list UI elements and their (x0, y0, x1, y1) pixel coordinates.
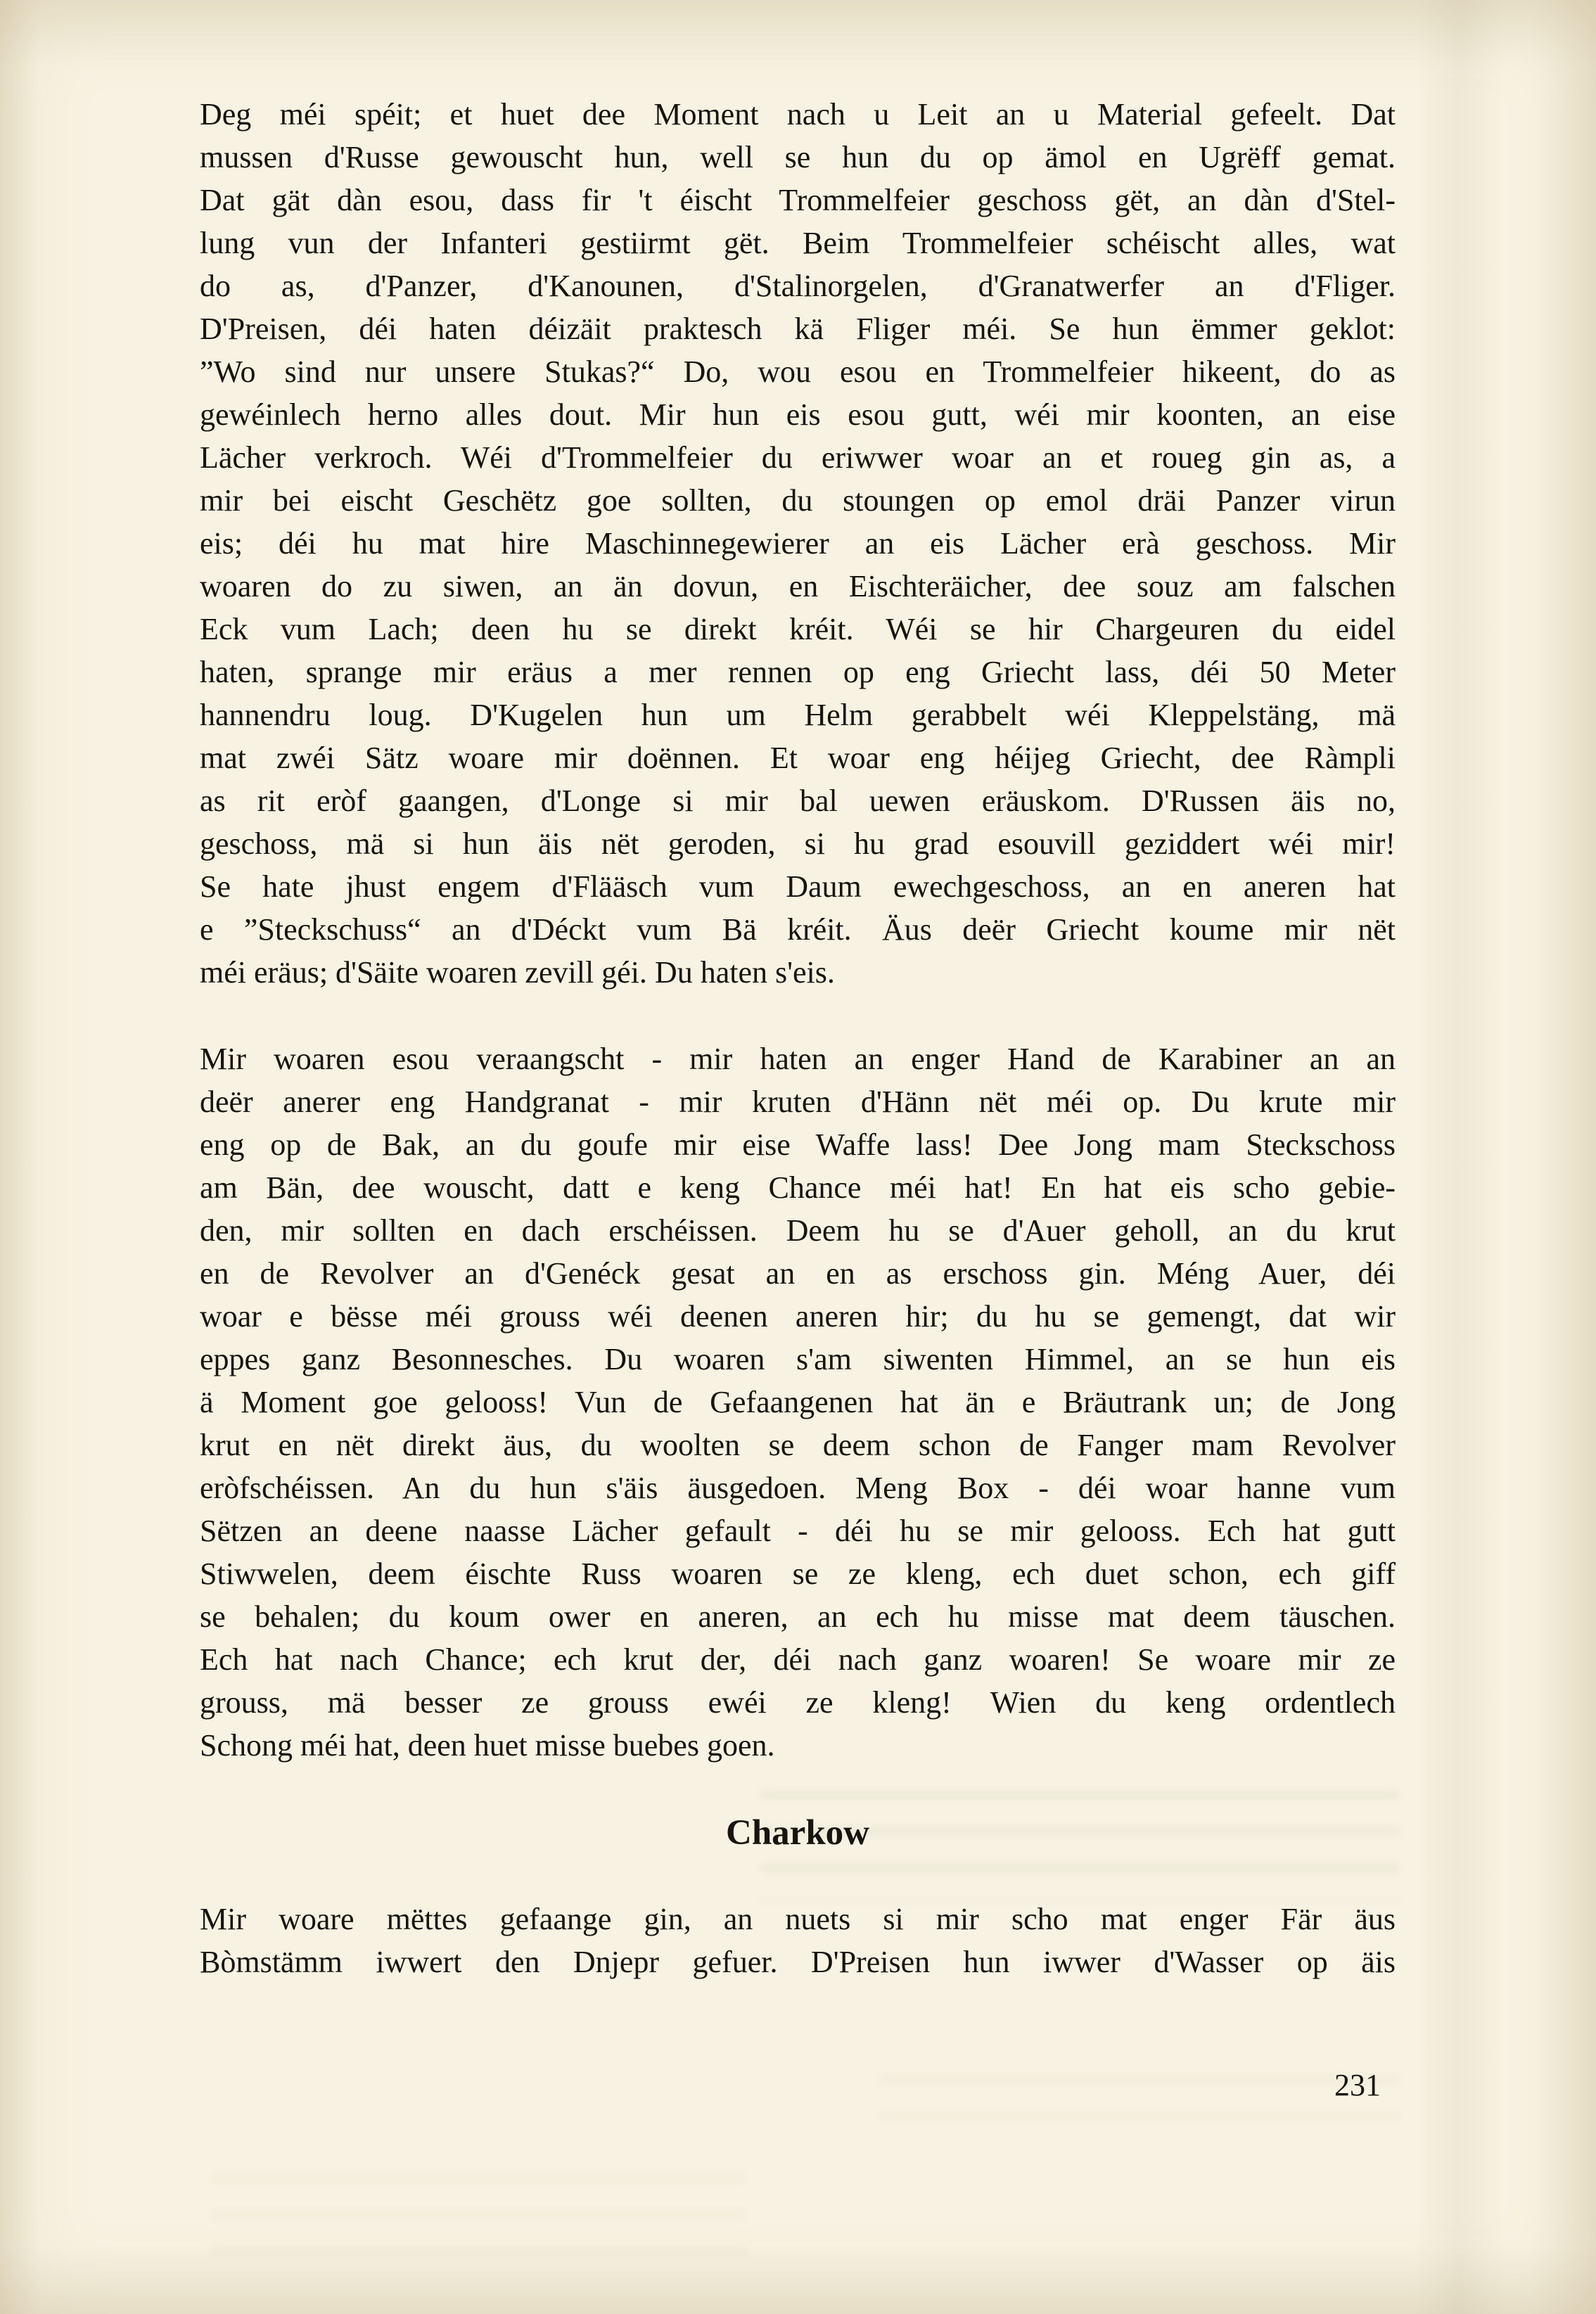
text-line: Schong méi hat, deen huet misse buebes goen. (200, 1728, 775, 1763)
text-line: krut en nët direkt äus, du woolten se deem schon de Fanger mam Revolver (200, 1428, 1396, 1462)
text-line: hannendru loug. D'Kugelen hun um Helm gerabbelt wéi Kleppelstäng, mä (200, 698, 1396, 732)
text-line: do as, d'Panzer, d'Kanounen, d'Stalinorgelen, d'Granatwerfer an d'Fliger. (200, 269, 1396, 303)
text-line: woar e bësse méi grouss wéi deenen aneren hir; du hu se gemengt, dat wir (200, 1299, 1396, 1334)
page-fold-shading (1414, 0, 1505, 2314)
text-line: Eck vum Lach; deen hu se direkt kréit. Wéi se hir Chargeuren du eidel (200, 612, 1396, 646)
text-line: en de Revolver an d'Genéck gesat an en as erschoss gin. Méng Auer, déi (200, 1256, 1396, 1291)
text-line: den, mir sollten en dach erschéissen. Deem hu se d'Auer geholl, an du krut (200, 1213, 1396, 1248)
text-line: haten, sprange mir eräus a mer rennen op eng Griecht lass, déi 50 Meter (200, 655, 1396, 689)
text-line: geschoss, mä si hun äis nët geroden, si hu grad esouvill geziddert wéi mir! (200, 826, 1396, 861)
text-line: eppes ganz Besonnesches. Du woaren s'am siwenten Himmel, an se hun eis (200, 1342, 1396, 1376)
text-line: lung vun der Infanteri gestiirmt gët. Beim Trommelfeier schéischt alles, wat (200, 226, 1396, 260)
text-line: Stiwwelen, deem éischte Russ woaren se ze kleng, ech duet schon, ech giff (200, 1556, 1396, 1591)
text-line: se behalen; du koum ower en aneren, an ech hu misse mat deem täuschen. (200, 1599, 1396, 1634)
page-number: 231 (1334, 2068, 1381, 2102)
text-line: méi eräus; d'Säite woaren zevill géi. Du haten s'eis. (200, 955, 835, 990)
bleed-through-artifact (879, 2075, 1400, 2124)
text-line: Sëtzen an deene naasse Lächer gefault - déi hu se mir gelooss. Ech hat gutt (200, 1514, 1396, 1548)
text-block (200, 93, 1396, 2027)
text-line: deër anerer eng Handgranat - mir kruten d'Hänn nët méi op. Du krute mir (200, 1085, 1396, 1119)
text-line: eròfschéissen. An du hun s'äis äusgedoen. Meng Box - déi woar hanne vum (200, 1471, 1396, 1505)
text-line: mat zwéi Sätz woare mir doënnen. Et woar eng héijeg Griecht, dee Ràmpli (200, 741, 1396, 775)
text-line: D'Preisen, déi haten déizäit praktesch kä Fliger méi. Se hun ëmmer geklot: (200, 312, 1396, 346)
text-line: mussen d'Russe gewouscht hun, well se hun du op ämol en Ugrëff gemat. (200, 140, 1396, 174)
text-line: Mir woaren esou veraangscht - mir haten an enger Hand de Karabiner an an (200, 1042, 1396, 1076)
text-line: Ech hat nach Chance; ech krut der, déi nach ganz woaren! Se woare mir ze (200, 1642, 1396, 1677)
text-line: gewéinlech herno alles dout. Mir hun eis esou gutt, wéi mir koonten, an eise (200, 397, 1396, 432)
text-line: ä Moment goe gelooss! Vun de Gefaangenen hat än e Bräutrank un; de Jong (200, 1385, 1396, 1419)
text-line: as rit eròf gaangen, d'Longe si mir bal uewen eräuskom. D'Russen äis no, (200, 784, 1396, 818)
paragraph-3 (200, 1898, 1396, 1983)
text-line: eis; déi hu mat hire Maschinnegewierer an eis Lächer erà geschoss. Mir (200, 526, 1396, 561)
text-line: woaren do zu siwen, an än dovun, en Eischteräicher, dee souz am falschen (200, 569, 1396, 603)
text-line: eng op de Bak, an du goufe mir eise Waffe lass! Dee Jong mam Steckschoss (200, 1127, 1396, 1162)
text-line: Mir woare mëttes gefaange gin, an nuets si mir scho mat enger Fär äus (200, 1902, 1396, 1936)
text-line: e ”Steckschuss“ an d'Déckt vum Bä kréit. Äus deër Griecht koume mir nët (200, 912, 1396, 947)
text-line: Deg méi spéit; et huet dee Moment nach u Leit an u Material gefeelt. Dat (200, 97, 1396, 132)
text-line: Se hate jhust engem d'Flääsch vum Daum ewechgeschoss, an en aneren hat (200, 869, 1396, 904)
text-line: Bòmstämm iwwert den Dnjepr gefuer. D'Preisen hun iwwer d'Wasser op äis (200, 1945, 1396, 1979)
paragraph-2 (200, 1037, 1396, 1767)
text-line: mir bei eischt Geschëtz goe sollten, du stoungen op emol dräi Panzer virun (200, 483, 1396, 518)
text-line: ”Wo sind nur unsere Stukas?“ Do, wou esou en Trommelfeier hikeent, do as (200, 354, 1396, 389)
text-line: Lächer verkroch. Wéi d'Trommelfeier du eriwwer woar an et roueg gin as, a (200, 440, 1396, 475)
section-heading: Charkow (725, 1813, 870, 1853)
text-line: Dat gät dàn esou, dass fir 't éischt Trommelfeier geschoss gët, an dàn d'Stel- (200, 183, 1396, 217)
text-line: am Bän, dee wouscht, datt e keng Chance méi hat! En hat eis scho gebie- (200, 1170, 1396, 1205)
paragraph-1 (200, 93, 1396, 994)
text-line: grouss, mä besser ze grouss ewéi ze kleng! Wien du keng ordentlech (200, 1685, 1396, 1720)
bleed-through-artifact (211, 2173, 746, 2258)
